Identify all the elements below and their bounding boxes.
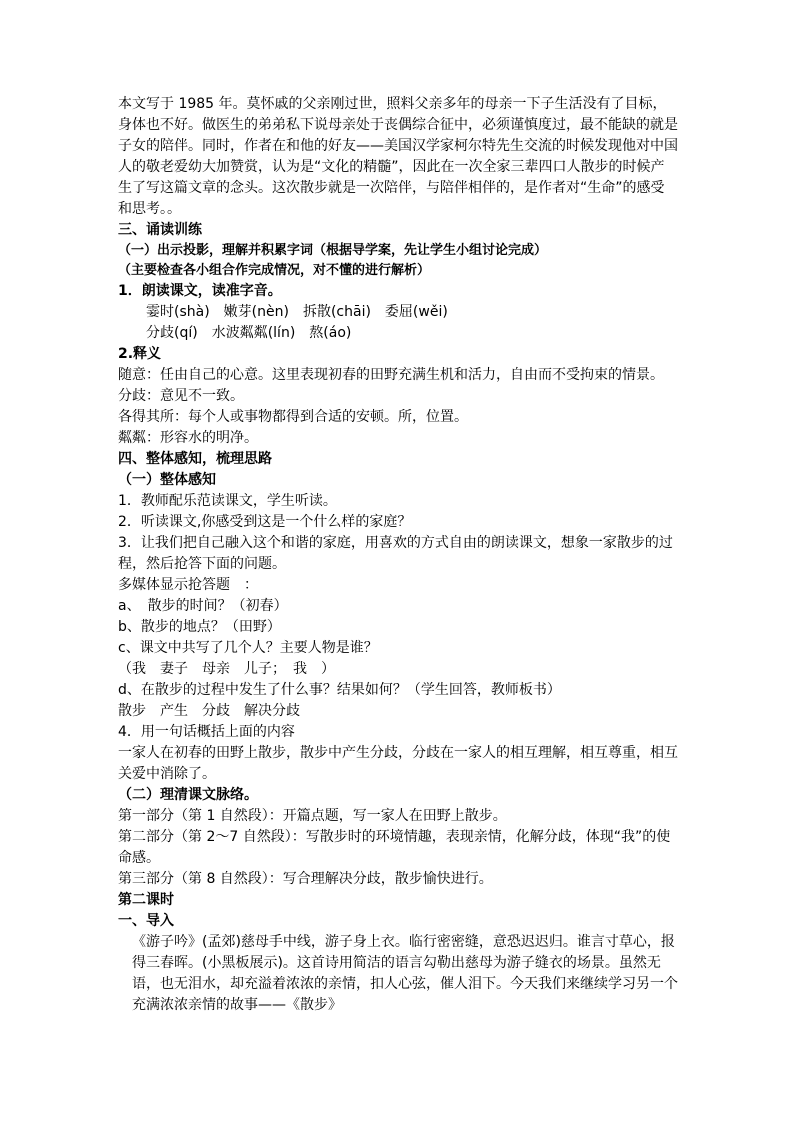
definition-2: 分歧：意见不一致。	[118, 388, 244, 404]
lesson-2-intro-text: 《游子吟》(孟郊)慈母手中线，游子身上衣。临行密密缝，意恐迟迟归。谁言寸草心，报得三春晖。(小黑板展示)。这首诗用简洁的语言勾勒出慈母为游子缝衣的场景。虽然无语，也无泪水，却充溢着浓浓的亲情，扣人心弦，催人泪下。今天我们来继续学习另一个充满浓浓亲情的故事——《散步》	[132, 934, 678, 1013]
question-c-answer: （我 妻子 母亲 儿子； 我 ）	[118, 661, 335, 677]
structure-part-1: 第一部分（第 1 自然段）：开篇点题，写一家人在田野上散步。	[118, 808, 507, 824]
section-4-item3: 3．让我们把自己融入这个和谐的家庭，用喜欢的方式自由的朗读课文，想象一家散步的过程，然后抢答下面的问题。	[118, 535, 673, 572]
pronunciation-line-2: 分歧(qí) 水波粼粼(lín) 熬(áo)	[146, 325, 352, 341]
pronunciation-line-1: 霎时(shà) 嫩芽(nèn) 拆散(chāi) 委屈(wěi)	[146, 304, 448, 320]
lesson-2-heading: 第二课时	[118, 892, 174, 908]
definition-3: 各得其所：每个人或事物都得到合适的安顿。所，位置。	[118, 409, 468, 425]
section-3-item1: 1．朗读课文，读准字音。	[118, 283, 282, 299]
structure-part-3: 第三部分（第 8 自然段）：写合理解决分歧，散步愉快进行。	[118, 871, 493, 887]
question-d-answer: 散步 产生 分歧 解决分歧	[118, 703, 300, 719]
intro-paragraph: 本文写于 1985 年。莫怀戚的父亲刚过世，照料父亲多年的母亲一下子生活没有了目标，身体也不好。做医生的弟弟私下说母亲处于丧偶综合征中，必须谨慎度过，最不能缺的就是子女的陪伴。同时，作者在和他的好友——美国汉学家柯尔特先生交流的时候发现他对中国人的敬老爱幼大加赞赏，认为是“文化的精髓”，因此在一次全家三辈四口人散步的时候产生了写这篇文章的念头。这次散步就是一次陪伴，与陪伴相伴的，是作者对“生命”的感受和思考。。	[118, 96, 678, 217]
question-b: b、散步的地点？（田野）	[118, 619, 281, 635]
section-4-heading: 四、整体感知，梳理思路	[118, 451, 272, 467]
structure-part-2: 第二部分（第 2～7 自然段）：写散步时的环境情趣，表现亲情，化解分歧，体现“我”的使命感。	[118, 829, 671, 866]
section-4-item4: 4．用一句话概括上面的内容	[118, 724, 295, 740]
section-3-sub1: （一）出示投影，理解并积累字词（根据导学案，先让学生小组讨论完成）	[118, 243, 548, 258]
question-a: a、 散步的时间？（初春）	[118, 598, 288, 614]
multimedia-label: 多媒体显示抢答题 ：	[118, 577, 258, 593]
question-c: c、课文中共写了几个人？主要人物是谁？	[118, 640, 378, 656]
definition-4: 粼粼：形容水的明净。	[118, 430, 258, 446]
section-4-item1: 1．教师配乐范读课文，学生听读。	[118, 493, 337, 509]
document-page	[118, 94, 678, 1016]
question-d: d、在散步的过程中发生了什么事？结果如何？（学生回答，教师板书）	[118, 682, 561, 698]
definition-1: 随意：任由自己的心意。这里表现初春的田野充满生机和活力，自由而不受拘束的情景。	[118, 367, 664, 383]
section-4-item2: 2．听读课文,你感受到这是一个什么样的家庭？	[118, 514, 412, 530]
section-3-item2: 2.释义	[118, 346, 162, 362]
section-4-sub1: （一）整体感知	[118, 472, 216, 488]
lesson-2-intro-heading: 一、导入	[118, 913, 174, 929]
section-3-sub1-note: （主要检查各小组合作完成情况，对不懂的进行解析）	[118, 263, 431, 278]
section-4-item4-answer: 一家人在初春的田野上散步，散步中产生分歧，分歧在一家人的相互理解，相互尊重，相互关爱中消除了。	[118, 745, 678, 782]
section-4-sub2: （二）理清课文脉络。	[118, 787, 258, 803]
section-3-heading: 三、诵读训练	[118, 222, 202, 238]
